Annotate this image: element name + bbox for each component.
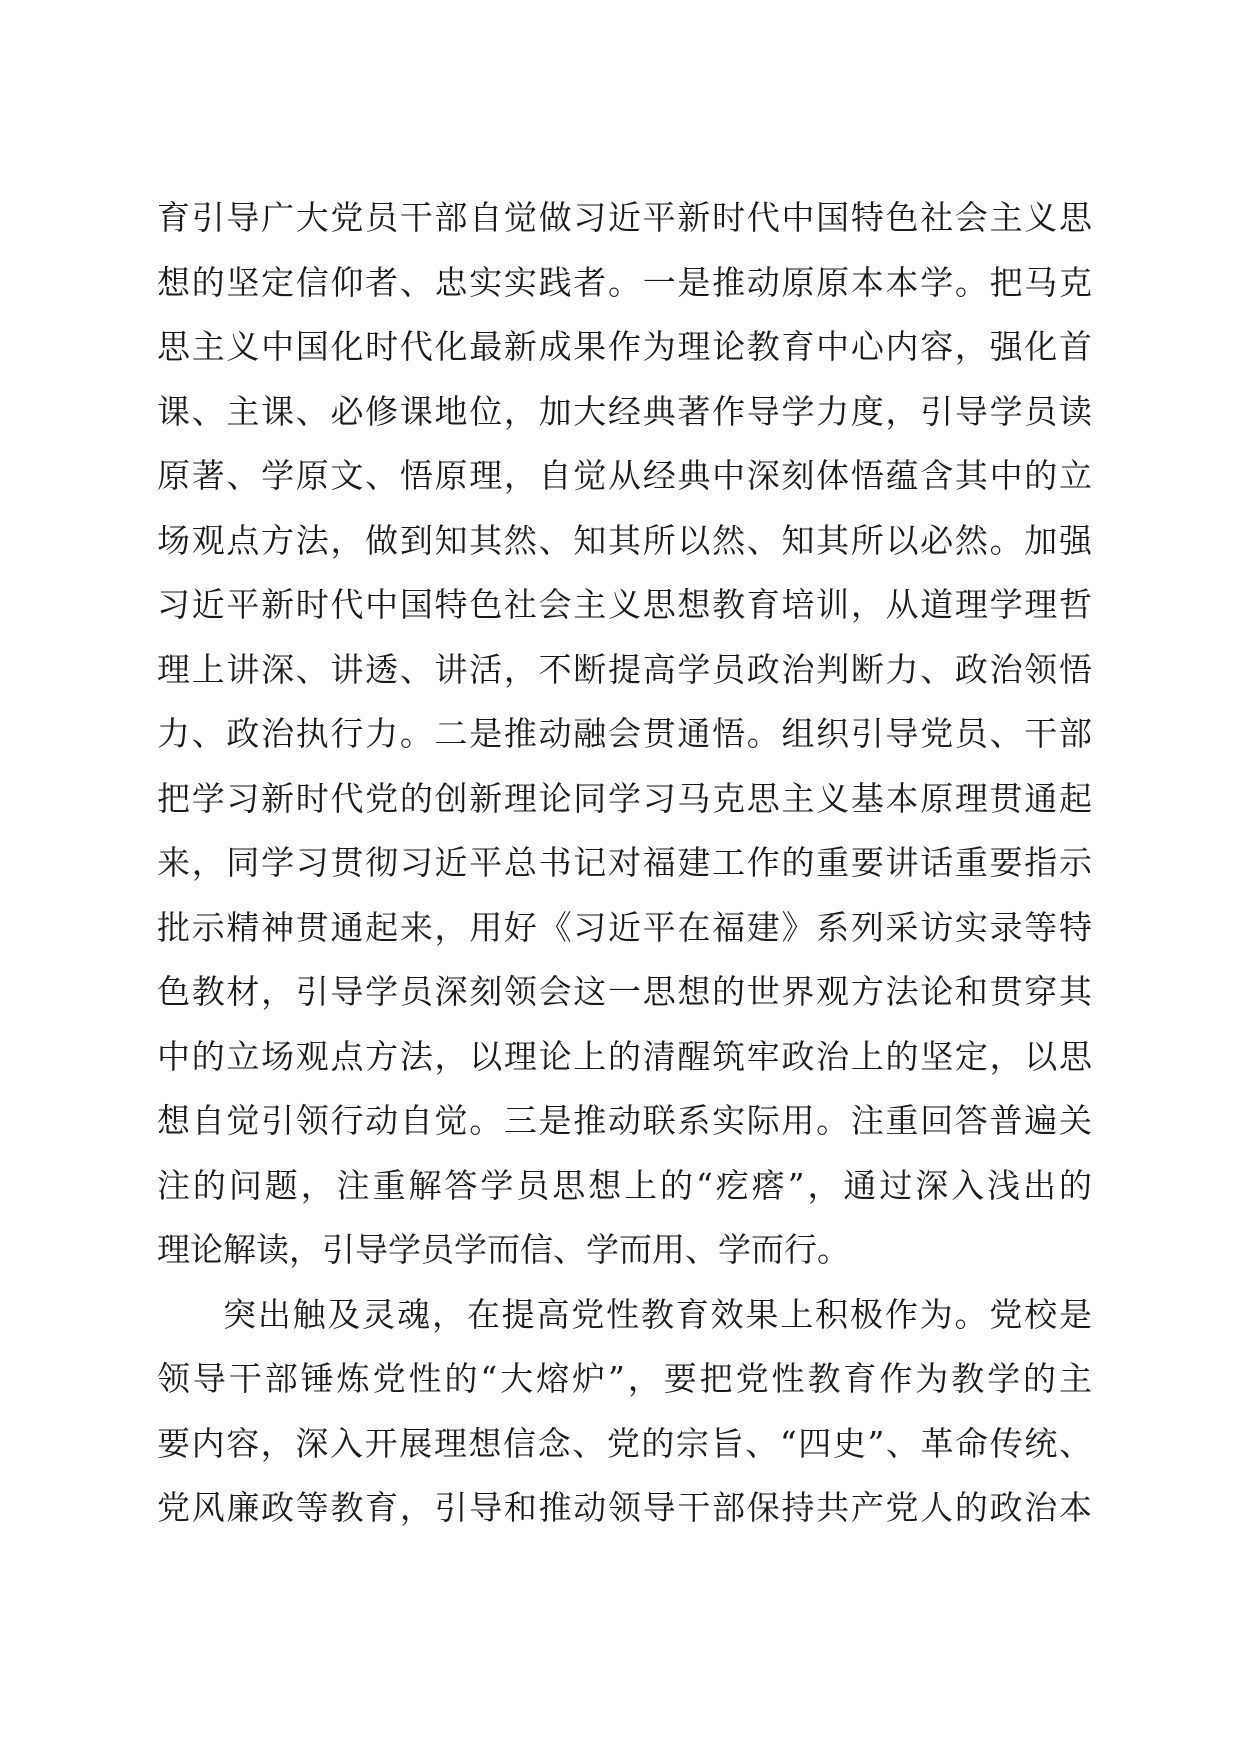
text-line: 育引导广大党员干部自觉做习近平新时代中国特色社会主义思 — [157, 198, 1092, 237]
document-body — [157, 186, 1092, 1541]
text-line: 来，同学习贯彻习近平总书记对福建工作的重要讲话重要指示 — [157, 843, 1092, 882]
text-line: 把学习新时代党的创新理论同学习马克思主义基本原理贯通起 — [157, 778, 1092, 818]
text-line: 色教材，引导学员深刻领会这一思想的世界观方法论和贯穿其 — [157, 972, 1092, 1011]
text-line: 力、政治执行力。二是推动融会贯通悟。组织引导党员、干部 — [157, 714, 1092, 753]
text-line: 理论解读，引导学员学而信、学而用、学而行。 — [157, 1230, 850, 1269]
text-line: 课、主课、必修课地位，加大经典著作导学力度，引导学员读 — [157, 391, 1092, 431]
paragraph-1 — [157, 186, 1092, 1283]
text-line: 领导干部锤炼党性的“大熔炉”，要把党性教育作为教学的主 — [157, 1359, 1092, 1398]
text-line: 党风廉政等教育，引导和推动领导干部保持共产党人的政治本 — [157, 1488, 1092, 1527]
text-line: 想的坚定信仰者、忠实实践者。一是推动原原本本学。把马克 — [157, 262, 1092, 302]
text-line: 理上讲深、讲透、讲活，不断提高学员政治判断力、政治领悟 — [157, 649, 1092, 689]
text-line: 批示精神贯通起来，用好《习近平在福建》系列采访实录等特 — [157, 907, 1092, 947]
text-line: 场观点方法，做到知其然、知其所以然、知其所以必然。加强 — [157, 520, 1092, 560]
text-line: 注的问题，注重解答学员思想上的“疙瘩”，通过深入浅出的 — [157, 1165, 1092, 1205]
paragraph-2 — [157, 1283, 1092, 1541]
text-line: 想自觉引领行动自觉。三是推动联系实际用。注重回答普遍关 — [157, 1101, 1092, 1140]
text-line: 思主义中国化时代化最新成果作为理论教育中心内容，强化首 — [157, 327, 1092, 366]
text-line: 中的立场观点方法，以理论上的清醒筑牢政治上的坚定，以思 — [157, 1036, 1092, 1076]
text-line: 突出触及灵魂，在提高党性教育效果上积极作为。党校是 — [223, 1294, 1092, 1334]
text-line: 习近平新时代中国特色社会主义思想教育培训，从道理学理哲 — [157, 585, 1092, 624]
text-line: 原著、学原文、悟原理，自觉从经典中深刻体悟蕴含其中的立 — [157, 456, 1092, 495]
text-line: 要内容，深入开展理想信念、党的宗旨、“四史”、革命传统、 — [157, 1423, 1092, 1463]
